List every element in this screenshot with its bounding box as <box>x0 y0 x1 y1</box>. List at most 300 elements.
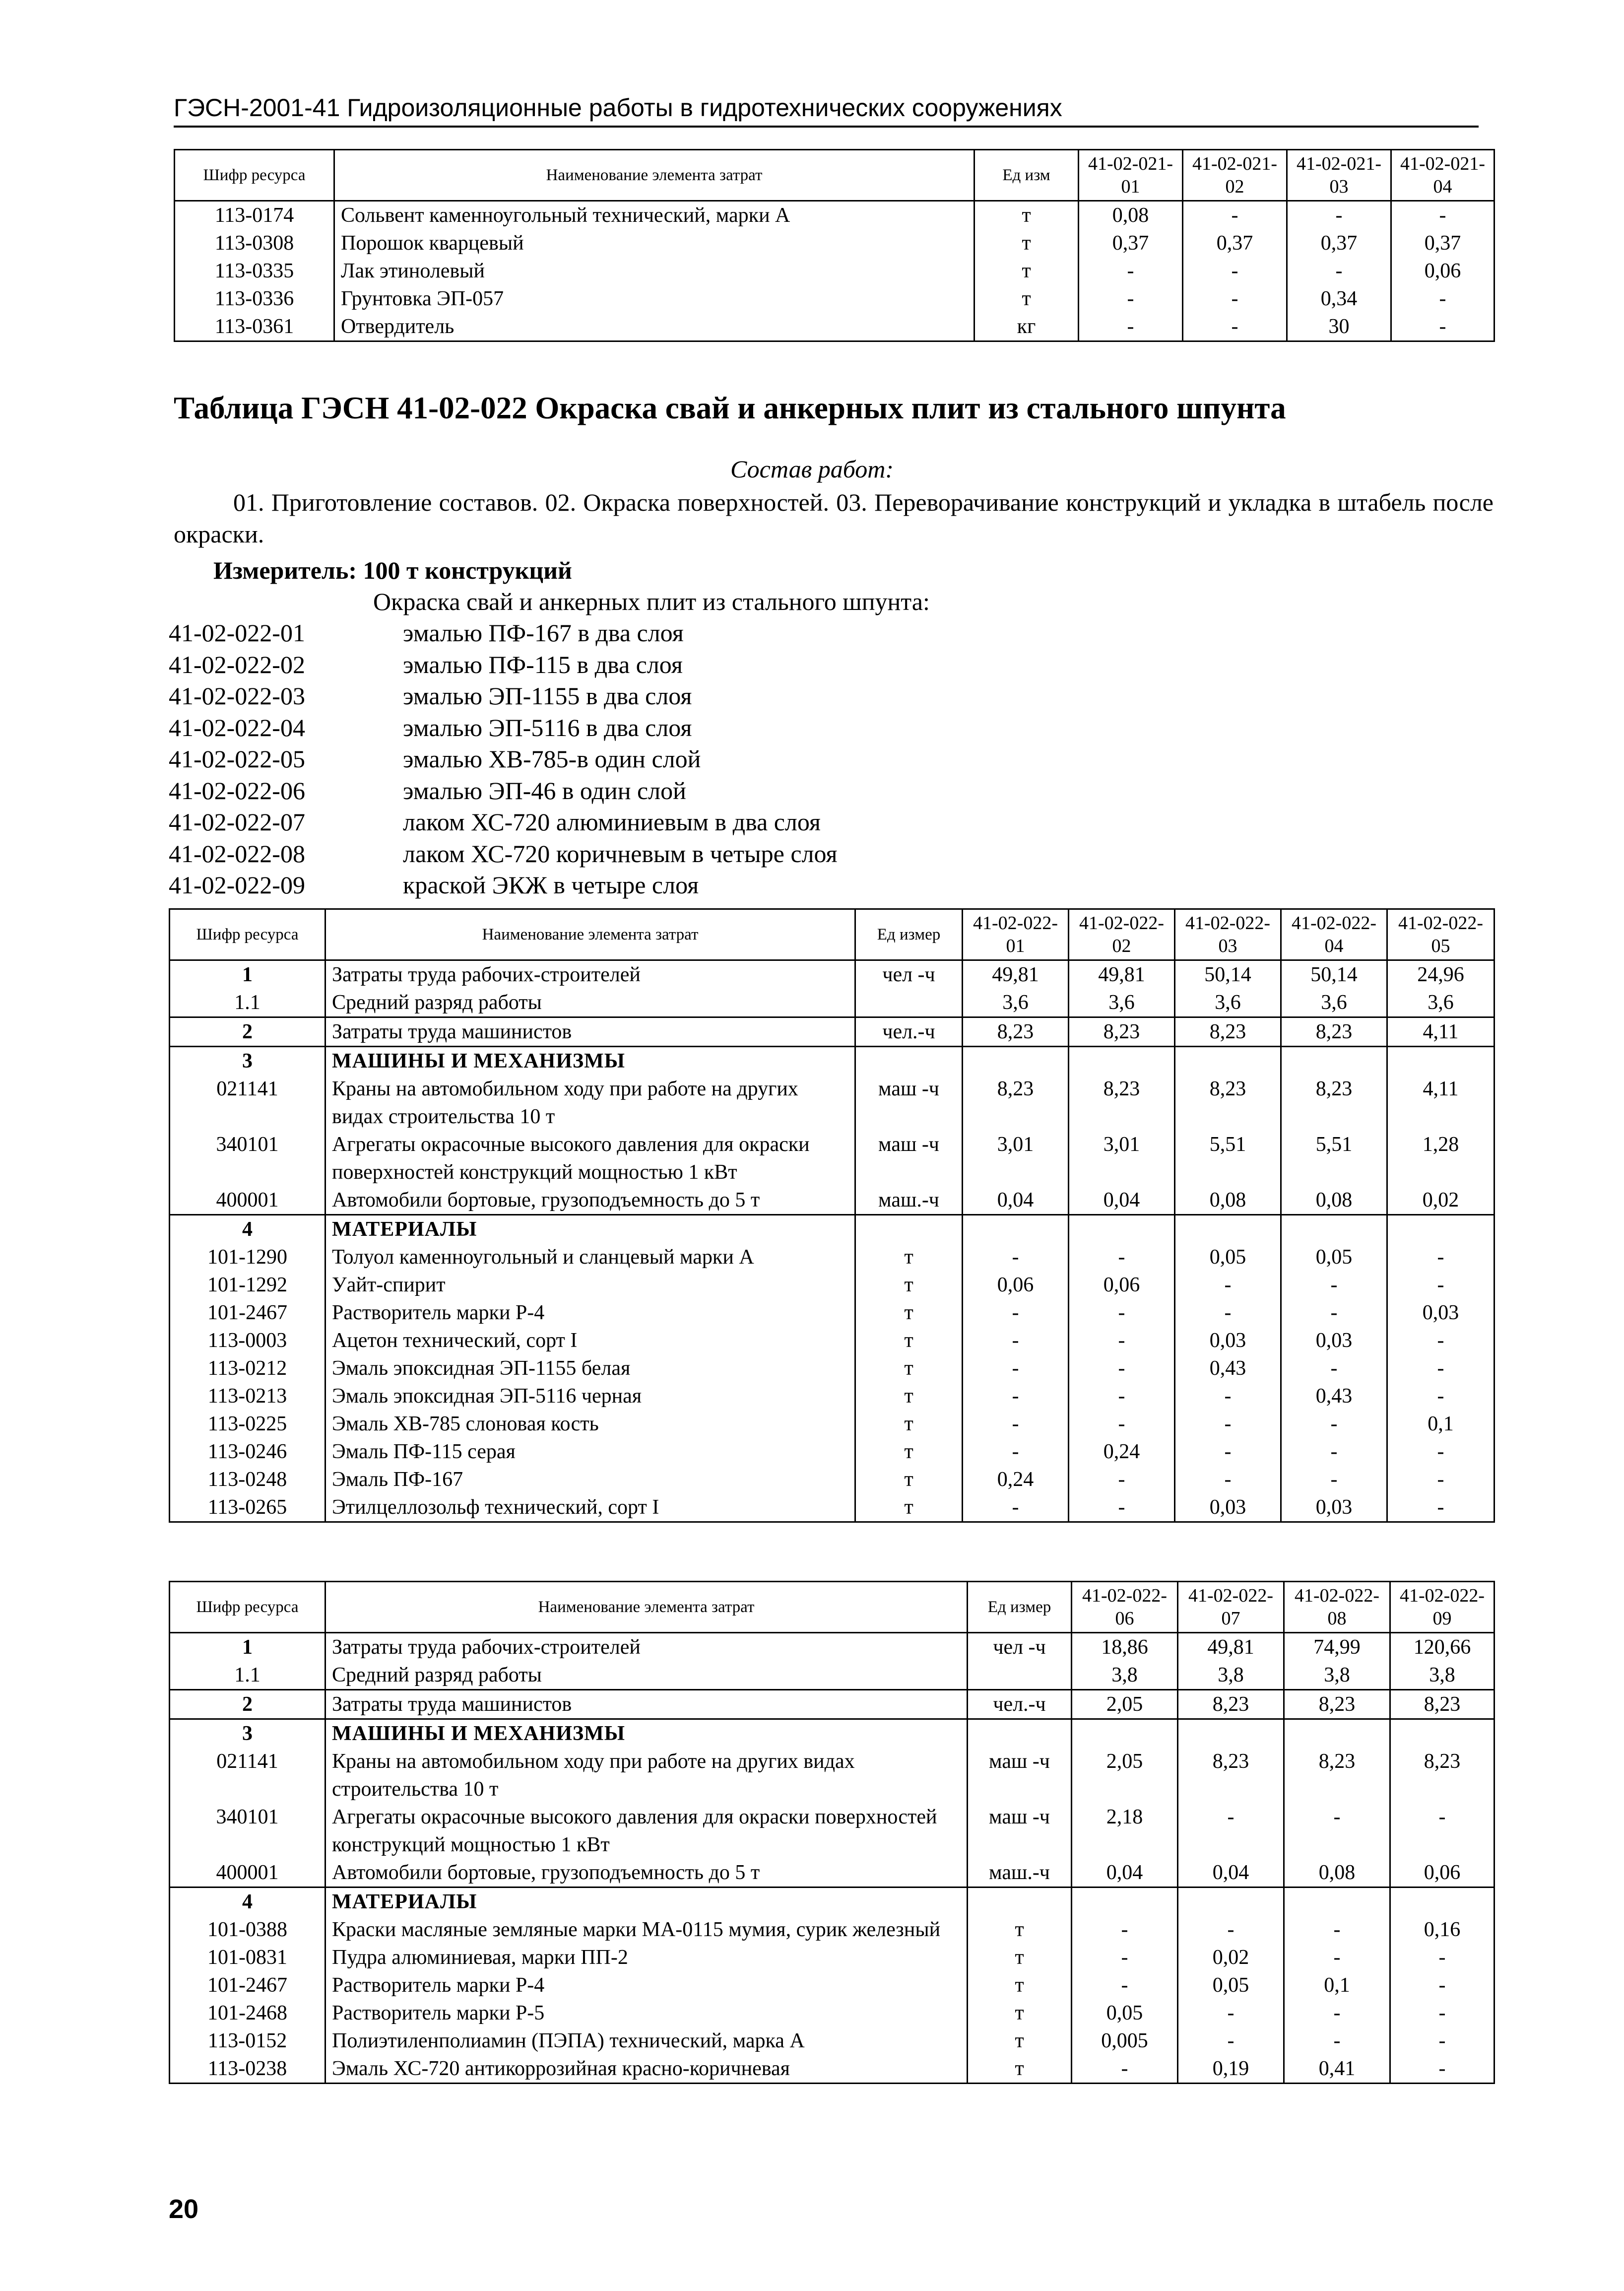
cell-value: 4,11 <box>1387 1075 1494 1131</box>
cell-unit <box>968 1661 1072 1690</box>
cell-value: - <box>1281 1410 1387 1438</box>
cell-value: - <box>1175 1438 1281 1466</box>
cell-value: - <box>1069 1493 1175 1522</box>
cell-value: - <box>1281 1438 1387 1466</box>
table-row <box>170 1859 1494 1887</box>
norm-description: эмалью ПФ-167 в два слоя <box>403 619 684 647</box>
cell-value: - <box>1175 1382 1281 1410</box>
table-row <box>175 285 1494 313</box>
cell-value: - <box>1391 201 1494 230</box>
cell-value: 3,8 <box>1072 1661 1178 1690</box>
cell-name: Растворитель марки Р-5 <box>325 1999 968 2027</box>
column-header-41-02-022-02: 41-02-022-02 <box>1069 909 1175 960</box>
cell-value: 50,14 <box>1281 960 1387 989</box>
cell-unit: т <box>968 1944 1072 1971</box>
column-header-41-02-021-03: 41-02-021-03 <box>1287 150 1391 201</box>
cell-code: 101-2468 <box>170 1999 325 2027</box>
cell-value: - <box>963 1327 1069 1354</box>
cell-value: 0,08 <box>1284 1859 1390 1887</box>
cell-value: - <box>1390 1944 1494 1971</box>
cell-name: Автомобили бортовые, грузоподъемность до 5 т <box>325 1186 855 1215</box>
table-row <box>170 1382 1494 1410</box>
list-item <box>169 617 838 649</box>
table-row <box>170 1075 1494 1131</box>
cell-value: 50,14 <box>1175 960 1281 989</box>
cell-code: 113-0248 <box>170 1466 325 1493</box>
table-row <box>170 1299 1494 1327</box>
table-row <box>170 1243 1494 1271</box>
table-row <box>170 2027 1494 2055</box>
table-row <box>170 989 1494 1017</box>
cell-unit: чел -ч <box>855 960 963 989</box>
cell-value: 0,04 <box>1178 1859 1284 1887</box>
cell-value: - <box>1391 285 1494 313</box>
cell-value: 0,05 <box>1281 1243 1387 1271</box>
cell-code: 021141 <box>170 1075 325 1131</box>
table-row <box>175 229 1494 257</box>
cell-value: 0,08 <box>1175 1186 1281 1215</box>
list-item <box>169 775 838 807</box>
cell-name: Сольвент каменноугольный технический, марки А <box>334 201 974 230</box>
cell-unit: чел.-ч <box>968 1690 1072 1719</box>
table-row <box>175 313 1494 341</box>
cell-code: 101-1292 <box>170 1271 325 1299</box>
column-header-41-02-022-07: 41-02-022-07 <box>1178 1582 1284 1633</box>
cell-value: - <box>963 1243 1069 1271</box>
table-row <box>170 2055 1494 2084</box>
table-row <box>175 201 1494 230</box>
cell-name: Эмаль ПФ-115 серая <box>325 1438 855 1466</box>
cell-value: 2,05 <box>1072 1690 1178 1719</box>
norm-code: 41-02-022-02 <box>169 650 305 678</box>
cell-value: 0,06 <box>1390 1859 1494 1887</box>
norm-code: 41-02-022-05 <box>169 745 305 773</box>
cell-code: 113-0336 <box>175 285 334 313</box>
cell-value: - <box>1387 1382 1494 1410</box>
cell-value: 0,1 <box>1284 1971 1390 1999</box>
cell-value: 8,23 <box>1281 1075 1387 1131</box>
cell-code: 3 <box>170 1719 325 1748</box>
cell-value: - <box>1387 1243 1494 1271</box>
norm-description: краской ЭКЖ в четыре слоя <box>403 871 699 899</box>
cell-value: 49,81 <box>1178 1633 1284 1662</box>
cell-value: - <box>1072 1971 1178 1999</box>
page-header: ГЭСН-2001-41 Гидроизоляционные работы в гидротехнических сооружениях <box>174 92 1479 128</box>
cell-code: 113-0361 <box>175 313 334 341</box>
cell-unit: т <box>855 1327 963 1354</box>
cell-name: Ацетон технический, сорт I <box>325 1327 855 1354</box>
cell-name: Эмаль ПФ-167 <box>325 1466 855 1493</box>
cell-value: - <box>1079 285 1183 313</box>
cell-code: 3 <box>170 1047 325 1076</box>
cell-value: 0,19 <box>1178 2055 1284 2084</box>
cell-value: 0,03 <box>1175 1327 1281 1354</box>
cell-value: 3,8 <box>1178 1661 1284 1690</box>
page-number: 20 <box>169 2194 199 2224</box>
cell-unit: т <box>968 1971 1072 1999</box>
norm-code: 41-02-022-06 <box>169 776 305 805</box>
cell-name: Толуол каменноугольный и сланцевый марки А <box>325 1243 855 1271</box>
cell-code: 2 <box>170 1017 325 1047</box>
cell-name: Эмаль эпоксидная ЭП-5116 черная <box>325 1382 855 1410</box>
column-header-41-02-021-02: 41-02-021-02 <box>1183 150 1287 201</box>
norm-code: 41-02-022-01 <box>169 619 305 647</box>
column-header-code: Шифр ресурса <box>175 150 334 201</box>
cell-value: 3,6 <box>963 989 1069 1017</box>
cell-code: 113-0265 <box>170 1493 325 1522</box>
column-header-unit: Ед измер <box>968 1582 1072 1633</box>
cell-value: 0,05 <box>1175 1243 1281 1271</box>
cell-value: 0,04 <box>1072 1859 1178 1887</box>
cell-code: 4 <box>170 1887 325 1916</box>
cell-code: 113-0225 <box>170 1410 325 1438</box>
list-item <box>169 649 838 681</box>
cell-value: - <box>1069 1382 1175 1410</box>
cell-value: - <box>1069 1327 1175 1354</box>
cell-value: 0,16 <box>1390 1916 1494 1944</box>
cell-value: - <box>963 1354 1069 1382</box>
cell-value: 0,37 <box>1079 229 1183 257</box>
cell-value: 8,23 <box>1284 1690 1390 1719</box>
column-header-41-02-022-01: 41-02-022-01 <box>963 909 1069 960</box>
cell-unit: маш -ч <box>968 1803 1072 1859</box>
cell-value: 49,81 <box>1069 960 1175 989</box>
cell-unit: кг <box>974 313 1079 341</box>
cell-value: - <box>1183 257 1287 285</box>
cell-unit: т <box>855 1438 963 1466</box>
cell-value: - <box>1069 1466 1175 1493</box>
cell-code: 1.1 <box>170 989 325 1017</box>
norm-description: эмалью ПФ-115 в два слоя <box>403 650 683 678</box>
cell-value: 0,1 <box>1387 1410 1494 1438</box>
norm-description: лаком ХС-720 алюминиевым в два слоя <box>403 808 821 836</box>
cell-value: 0,05 <box>1072 1999 1178 2027</box>
cell-value: 0,08 <box>1281 1186 1387 1215</box>
cell-value: - <box>1178 1803 1284 1859</box>
column-header-41-02-022-05: 41-02-022-05 <box>1387 909 1494 960</box>
cell-code: 113-0238 <box>170 2055 325 2084</box>
column-header-41-02-021-01: 41-02-021-01 <box>1079 150 1183 201</box>
cell-code: 101-2467 <box>170 1971 325 1999</box>
cell-value: 0,08 <box>1079 201 1183 230</box>
cell-value: - <box>1069 1410 1175 1438</box>
section-title: МАШИНЫ И МЕХАНИЗМЫ <box>325 1047 855 1076</box>
cell-unit: т <box>968 1916 1072 1944</box>
cell-unit: т <box>855 1382 963 1410</box>
cell-value: - <box>1390 1999 1494 2027</box>
table-row <box>170 1944 1494 1971</box>
cell-value: 0,05 <box>1178 1971 1284 1999</box>
cell-code: 1.1 <box>170 1661 325 1690</box>
cell-value: 3,8 <box>1284 1661 1390 1690</box>
cell-value: - <box>1387 1438 1494 1466</box>
cell-value: - <box>1069 1354 1175 1382</box>
cell-code: 113-0335 <box>175 257 334 285</box>
table-row <box>170 1690 1494 1719</box>
cell-value: - <box>1079 257 1183 285</box>
cell-code: 113-0152 <box>170 2027 325 2055</box>
table-row <box>170 1017 1494 1047</box>
cell-name: Пудра алюминиевая, марки ПП-2 <box>325 1944 968 1971</box>
measurer-value: 100 т конструкций <box>363 556 572 584</box>
column-header-41-02-021-04: 41-02-021-04 <box>1391 150 1494 201</box>
cell-name: Растворитель марки Р-4 <box>325 1299 855 1327</box>
cell-value: 8,23 <box>1281 1017 1387 1047</box>
cell-name: Затраты труда рабочих-строителей <box>325 960 855 989</box>
table-row <box>170 1466 1494 1493</box>
norm-description: эмалью ЭП-46 в один слой <box>403 776 686 805</box>
cell-unit: т <box>855 1243 963 1271</box>
cell-value: 8,23 <box>1390 1690 1494 1719</box>
table-title: Таблица ГЭСН 41-02-022 Окраска свай и анкерных плит из стального шпунта <box>174 391 1286 425</box>
table-row <box>170 1271 1494 1299</box>
section-header-row <box>170 1215 1494 1244</box>
cell-value: 8,23 <box>1175 1075 1281 1131</box>
cell-value: - <box>1175 1299 1281 1327</box>
cell-unit: т <box>974 285 1079 313</box>
measurer-label: Измеритель: <box>213 556 357 584</box>
cell-value: - <box>1281 1466 1387 1493</box>
table-row <box>170 1999 1494 2027</box>
norm-code: 41-02-022-04 <box>169 713 305 741</box>
cell-code: 400001 <box>170 1186 325 1215</box>
cell-value: 8,23 <box>1178 1748 1284 1803</box>
cell-value: 3,6 <box>1281 989 1387 1017</box>
table-row <box>170 1410 1494 1438</box>
list-item <box>169 743 838 775</box>
cell-value: - <box>1387 1271 1494 1299</box>
cell-value: - <box>963 1438 1069 1466</box>
norm-code: 41-02-022-08 <box>169 839 305 868</box>
cell-value: 8,23 <box>1069 1017 1175 1047</box>
norm-description: эмалью ХВ-785-в один слой <box>403 745 701 773</box>
cell-value: - <box>1069 1243 1175 1271</box>
cell-value: - <box>1387 1493 1494 1522</box>
cell-value: - <box>1072 1916 1178 1944</box>
cell-unit: т <box>855 1354 963 1382</box>
cell-value: 3,6 <box>1069 989 1175 1017</box>
list-item <box>169 680 838 712</box>
cell-value: - <box>1387 1354 1494 1382</box>
resource-table-1 <box>169 908 1495 1523</box>
cell-unit: т <box>855 1299 963 1327</box>
cell-unit: чел.-ч <box>855 1017 963 1047</box>
list-item <box>169 807 838 838</box>
cell-value: - <box>1178 1999 1284 2027</box>
section-title: МАШИНЫ И МЕХАНИЗМЫ <box>325 1719 968 1748</box>
norm-description: эмалью ЭП-5116 в два слоя <box>403 713 692 741</box>
cell-name: Порошок кварцевый <box>334 229 974 257</box>
column-header-41-02-022-04: 41-02-022-04 <box>1281 909 1387 960</box>
cell-code: 113-0308 <box>175 229 334 257</box>
cell-name: Лак этинолевый <box>334 257 974 285</box>
cell-value: - <box>963 1493 1069 1522</box>
cell-unit: маш.-ч <box>968 1859 1072 1887</box>
cell-value: 30 <box>1287 313 1391 341</box>
cell-value: 2,18 <box>1072 1803 1178 1859</box>
norm-code: 41-02-022-07 <box>169 808 305 836</box>
cell-value: 49,81 <box>963 960 1069 989</box>
cell-code: 400001 <box>170 1859 325 1887</box>
cell-value: - <box>1178 2027 1284 2055</box>
cell-value: - <box>1284 1999 1390 2027</box>
cell-name: Средний разряд работы <box>325 1661 968 1690</box>
cell-code: 113-0174 <box>175 201 334 230</box>
table-021-continuation <box>174 149 1495 342</box>
cell-value: - <box>1281 1354 1387 1382</box>
cell-value: - <box>1391 313 1494 341</box>
cell-unit: т <box>968 1999 1072 2027</box>
cell-name: Грунтовка ЭП-057 <box>334 285 974 313</box>
cell-unit: т <box>974 257 1079 285</box>
cell-name: Агрегаты окрасочные высокого давления для окраски поверхностей конструкций мощностью 1 кВт <box>325 1803 968 1859</box>
cell-value: 0,43 <box>1281 1382 1387 1410</box>
cell-unit: маш -ч <box>855 1131 963 1186</box>
cell-value: 8,23 <box>1178 1690 1284 1719</box>
cell-code: 113-0003 <box>170 1327 325 1354</box>
cell-value: - <box>1287 257 1391 285</box>
cell-value: 8,23 <box>1175 1017 1281 1047</box>
cell-code: 021141 <box>170 1748 325 1803</box>
table-row <box>170 1748 1494 1803</box>
table-row <box>170 1633 1494 1662</box>
cell-value: 0,43 <box>1175 1354 1281 1382</box>
cell-code: 1 <box>170 960 325 989</box>
norm-code: 41-02-022-03 <box>169 682 305 710</box>
table-row <box>170 1354 1494 1382</box>
section-title: МАТЕРИАЛЫ <box>325 1887 968 1916</box>
cell-value: - <box>1183 201 1287 230</box>
cell-value: - <box>1183 285 1287 313</box>
section-header-row <box>170 1887 1494 1916</box>
cell-unit: т <box>855 1466 963 1493</box>
cell-value: 3,8 <box>1390 1661 1494 1690</box>
cell-code: 101-0831 <box>170 1944 325 1971</box>
cell-unit: т <box>968 2055 1072 2084</box>
table-row <box>170 1971 1494 1999</box>
cell-name: Автомобили бортовые, грузоподъемность до 5 т <box>325 1859 968 1887</box>
cell-value: 18,86 <box>1072 1633 1178 1662</box>
section-header-row <box>170 1719 1494 1748</box>
cell-value: 0,06 <box>963 1271 1069 1299</box>
cell-value: 0,06 <box>1391 257 1494 285</box>
cell-value: 0,005 <box>1072 2027 1178 2055</box>
cell-name: Затраты труда машинистов <box>325 1017 855 1047</box>
section-title: МАТЕРИАЛЫ <box>325 1215 855 1244</box>
cell-value: - <box>1387 1466 1494 1493</box>
cell-code: 1 <box>170 1633 325 1662</box>
cell-value: 3,6 <box>1175 989 1281 1017</box>
cell-value: 8,23 <box>1390 1748 1494 1803</box>
cell-value: 0,37 <box>1391 229 1494 257</box>
cell-value: - <box>963 1410 1069 1438</box>
cell-name: Затраты труда машинистов <box>325 1690 968 1719</box>
cell-value: - <box>1175 1410 1281 1438</box>
work-composition-title: Состав работ: <box>730 455 894 483</box>
cell-unit: чел -ч <box>968 1633 1072 1662</box>
measurer <box>213 554 572 586</box>
cell-value: 0,03 <box>1281 1493 1387 1522</box>
cell-value: 4,11 <box>1387 1017 1494 1047</box>
cell-value: - <box>1175 1271 1281 1299</box>
column-header-name: Наименование элемента затрат <box>325 1582 968 1633</box>
cell-unit: т <box>855 1410 963 1438</box>
cell-name: Уайт-спирит <box>325 1271 855 1299</box>
cell-value: - <box>1284 1916 1390 1944</box>
cell-value: - <box>1183 313 1287 341</box>
cell-value: 0,03 <box>1175 1493 1281 1522</box>
norm-codes-list <box>169 617 838 901</box>
list-item <box>169 712 838 744</box>
list-item <box>169 870 838 901</box>
cell-unit <box>855 989 963 1017</box>
cell-value: - <box>1284 1944 1390 1971</box>
cell-value: - <box>1175 1466 1281 1493</box>
column-header-name: Наименование элемента затрат <box>325 909 855 960</box>
table-row <box>170 1186 1494 1215</box>
cell-value: - <box>1281 1299 1387 1327</box>
cell-value: 1,28 <box>1387 1131 1494 1186</box>
cell-value: 0,24 <box>963 1466 1069 1493</box>
column-header-code: Шифр ресурса <box>170 1582 325 1633</box>
cell-unit: маш.-ч <box>855 1186 963 1215</box>
table-row <box>170 960 1494 989</box>
codes-caption: Окраска свай и анкерных плит из стального шпунта: <box>373 588 930 615</box>
cell-value: 24,96 <box>1387 960 1494 989</box>
norm-description: эмалью ЭП-1155 в два слоя <box>403 682 692 710</box>
norm-code: 41-02-022-09 <box>169 871 305 899</box>
cell-value: 8,23 <box>1284 1748 1390 1803</box>
cell-value: 0,37 <box>1287 229 1391 257</box>
cell-value: 0,04 <box>1069 1186 1175 1215</box>
cell-value: 8,23 <box>963 1017 1069 1047</box>
cell-value: 3,6 <box>1387 989 1494 1017</box>
list-item <box>169 838 838 870</box>
cell-code: 340101 <box>170 1131 325 1186</box>
cell-value: - <box>1390 2055 1494 2084</box>
cell-name: Этилцеллозольф технический, сорт I <box>325 1493 855 1522</box>
cell-value: 0,04 <box>963 1186 1069 1215</box>
cell-unit: т <box>974 201 1079 230</box>
column-header-name: Наименование элемента затрат <box>334 150 974 201</box>
cell-name: Эмаль ХС-720 антикоррозийная красно-коричневая <box>325 2055 968 2084</box>
table-row <box>170 1661 1494 1690</box>
norm-description: лаком ХС-720 коричневым в четыре слоя <box>403 839 838 868</box>
table-row <box>170 1327 1494 1354</box>
column-header-41-02-022-08: 41-02-022-08 <box>1284 1582 1390 1633</box>
cell-unit: т <box>855 1493 963 1522</box>
cell-value: - <box>1178 1916 1284 1944</box>
cell-value: 3,01 <box>963 1131 1069 1186</box>
cell-value: 0,34 <box>1287 285 1391 313</box>
column-header-41-02-022-06: 41-02-022-06 <box>1072 1582 1178 1633</box>
table-row <box>170 1803 1494 1859</box>
column-header-41-02-022-09: 41-02-022-09 <box>1390 1582 1494 1633</box>
cell-name: Полиэтиленполиамин (ПЭПА) технический, марка А <box>325 2027 968 2055</box>
cell-value: - <box>1390 2027 1494 2055</box>
cell-unit: маш -ч <box>968 1748 1072 1803</box>
cell-code: 101-1290 <box>170 1243 325 1271</box>
cell-name: Краны на автомобильном ходу при работе на других видах строительства 10 т <box>325 1748 968 1803</box>
column-header-41-02-022-03: 41-02-022-03 <box>1175 909 1281 960</box>
cell-value: - <box>963 1299 1069 1327</box>
cell-code: 113-0212 <box>170 1354 325 1382</box>
cell-value: - <box>1072 1944 1178 1971</box>
cell-code: 2 <box>170 1690 325 1719</box>
cell-code: 113-0246 <box>170 1438 325 1466</box>
cell-value: - <box>1069 1299 1175 1327</box>
cell-value: 0,37 <box>1183 229 1287 257</box>
